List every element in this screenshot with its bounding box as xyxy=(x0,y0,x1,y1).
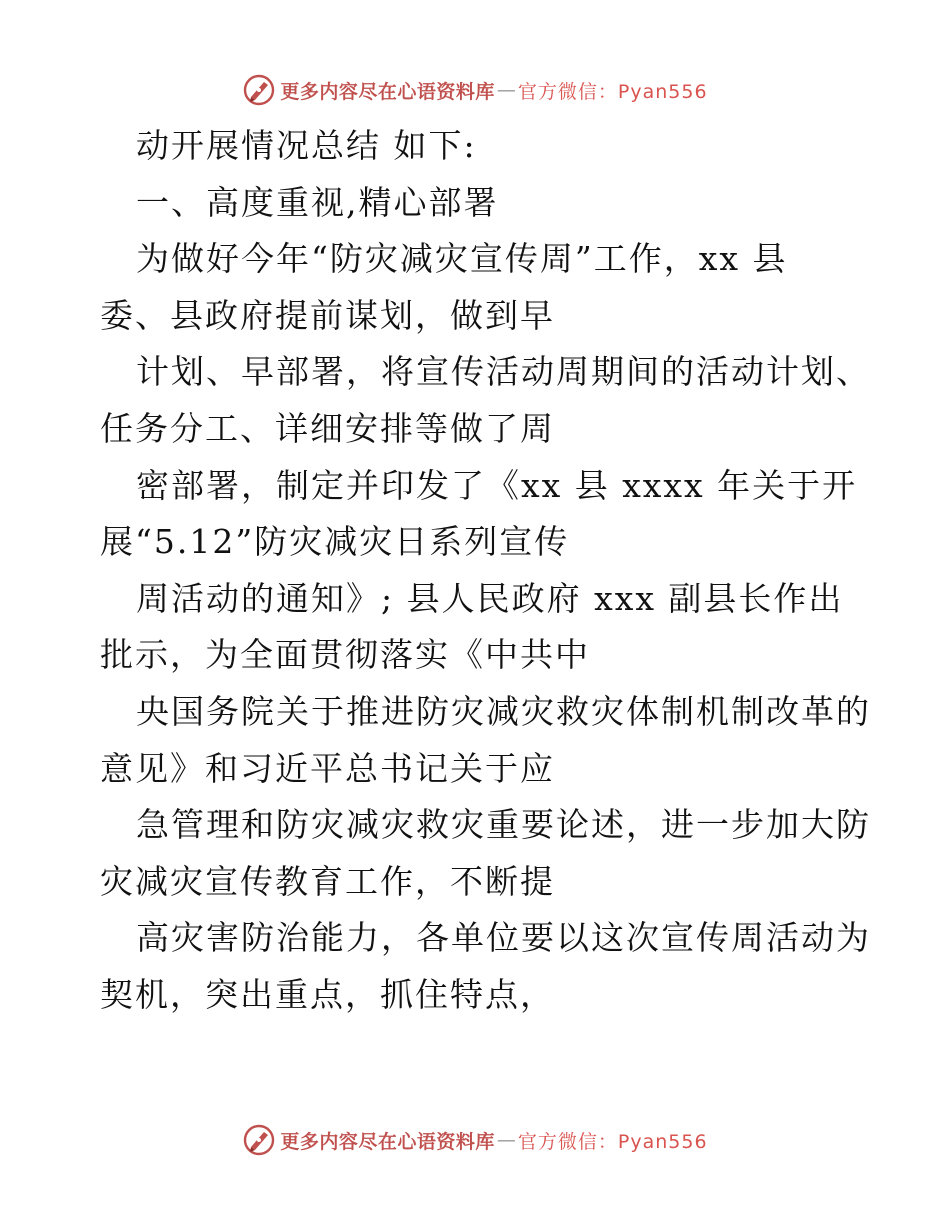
text-line: 密部署，制定并印发了《xx 县 xxxx 年关于开 xyxy=(136,465,858,505)
banner-separator: — xyxy=(496,1129,516,1151)
text-line: 急管理和防灾减灾救灾重要论述，进一步加大防 xyxy=(136,805,871,845)
text-line: 委、县政府提前谋划，做到早 xyxy=(100,295,555,335)
banner-main-text: 更多内容尽在心语资料库 xyxy=(280,80,495,103)
text-line: 动开展情况总结 如下: xyxy=(136,126,477,165)
text-line: 契机，突出重点，抓住特点， xyxy=(100,974,555,1014)
text-line: 为做好今年“防灾减灾宣传周”工作，xx 县 xyxy=(136,239,788,279)
text-line: 计划、早部署，将宣传活动周期间的活动计划、 xyxy=(136,352,871,392)
banner-sub-text: 官方微信：Pyan556 xyxy=(517,1130,708,1153)
text-line: 展“5.12”防灾减灾日系列宣传 xyxy=(100,522,570,562)
section-heading: 一、高度重视,精心部署 xyxy=(136,182,499,222)
banner-sub-text: 官方微信：Pyan556 xyxy=(517,80,708,103)
document-body xyxy=(100,118,871,1024)
text-line: 央国务院关于推进防灾减灾救灾体制机制改革的 xyxy=(136,691,871,731)
banner-main-text: 更多内容尽在心语资料库 xyxy=(280,1130,495,1153)
text-line: 批示，为全面贯彻落实《中共中 xyxy=(100,635,590,675)
pen-logo-icon xyxy=(242,73,276,107)
header-banner xyxy=(0,70,950,110)
text-line: 意见》和习近平总书记关于应 xyxy=(100,748,555,788)
text-line: 高灾害防治能力，各单位要以这次宣传周活动为 xyxy=(136,918,871,958)
footer-banner xyxy=(0,1120,950,1160)
text-line: 灾减灾宣传教育工作，不断提 xyxy=(100,861,555,901)
banner-separator: — xyxy=(496,79,516,101)
text-line: 任务分工、详细安排等做了周 xyxy=(100,408,555,448)
pen-logo-icon xyxy=(242,1123,276,1157)
text-line: 周活动的通知》; 县人民政府 xxx 副县长作出 xyxy=(136,578,844,618)
